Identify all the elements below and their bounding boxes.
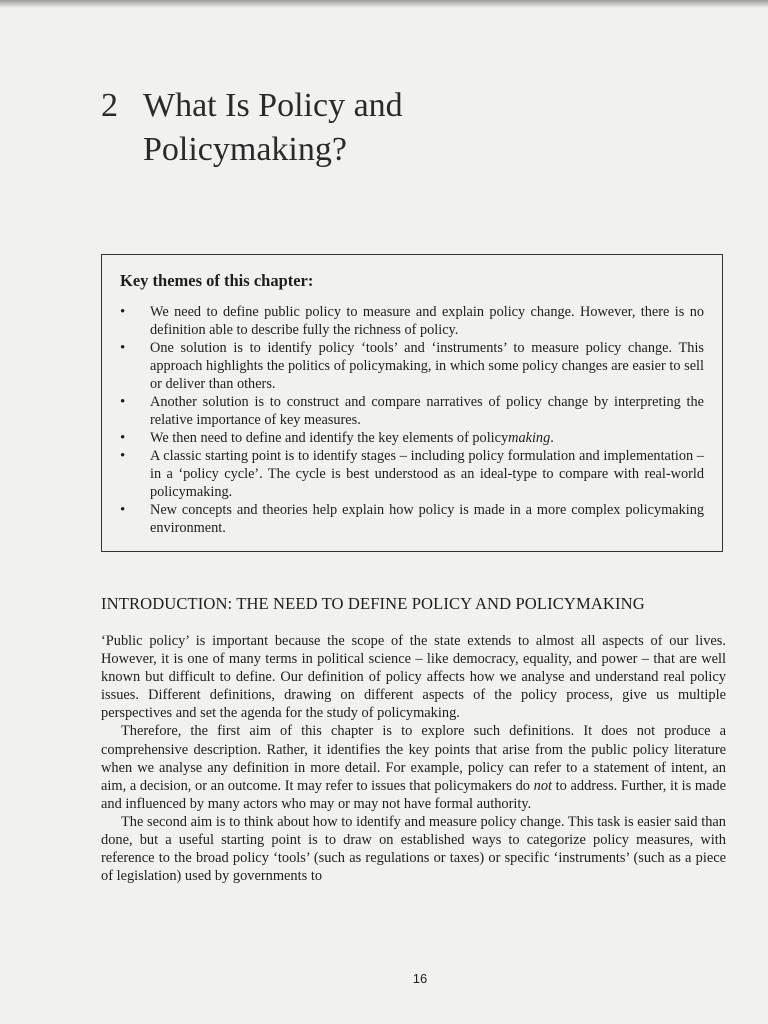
paragraph-1: ‘Public policy’ is important because the scope of the state extends to almost all aspects of our lives. However, it is one of many terms in political science – like democracy, equality, and power – that are well known but difficult to define. Our definition of policy affects how we analyse and understand real policy issues. Different definitions, drawing on different aspects of the policy process, give us multiple perspectives and set the agenda for the study of policymaking. <box>101 633 726 722</box>
key-themes-box <box>101 254 723 552</box>
key-theme-text: . <box>550 430 554 446</box>
emphasis-text: not <box>533 777 553 794</box>
key-themes-list <box>120 303 704 537</box>
key-theme-item <box>120 429 704 447</box>
chapter-title <box>101 84 403 172</box>
key-themes-heading: Key themes of this chapter: <box>120 271 314 290</box>
chapter-number: 2 <box>101 87 118 124</box>
page-number: 16 <box>412 971 428 986</box>
paragraph-3: The second aim is to think about how to identify and measure policy change. This task is easier said than done, but a useful starting point is to draw on established ways to categorize policy measures, with reference to the broad policy ‘tools’ (such as regulations or taxes) or specific ‘instruments’ (such as a piece of legislation) used by governments to <box>101 813 726 885</box>
key-theme-item: • One solution is to identify policy ‘tools’ and ‘instruments’ to measure policy change. This approach highlights the politics of policymaking, in which some policy changes are easier to sell or deliver than others. <box>120 339 704 393</box>
emphasis-text: making <box>508 430 551 446</box>
chapter-title-line1: What Is Policy and <box>143 87 403 124</box>
page-edge <box>0 0 768 8</box>
key-theme-item: • New concepts and theories help explain how policy is made in a more complex policymaking environment. <box>120 501 704 537</box>
key-theme-item: • Another solution is to construct and compare narratives of policy change by interpreting the relative importance of key measures. <box>120 393 704 429</box>
key-theme-item: • We need to define public policy to measure and explain policy change. However, there is no definition able to describe fully the richness of policy. <box>120 303 704 339</box>
key-theme-item: • A classic starting point is to identify stages – including policy formulation and implementation – in a ‘policy cycle’. The cycle is best understood as an ideal-type to compare with real-world policymaking. <box>120 447 704 501</box>
paragraph-text: to address. Further, it is made and influenced by many actors who may or may not have formal authority. <box>101 777 726 812</box>
paragraph-text: Therefore, the first aim of this chapter is to explore such definitions. It does not produce a comprehensive description. Rather, it identifies the key points that arise from the public policy literature when we analyse any definition in more detail. For example, policy can refer to a statement of intent, an aim, a decision, or an outcome. It may refer to issues that policymakers do <box>101 723 726 794</box>
key-theme-text: We then need to define and identify the key elements of policy <box>150 430 509 446</box>
chapter-title-line2: Policymaking? <box>143 131 347 168</box>
paragraph-2 <box>101 722 726 812</box>
section-heading: INTRODUCTION: THE NEED TO DEFINE POLICY AND POLICYMAKING <box>101 594 645 613</box>
body-text <box>101 632 726 885</box>
